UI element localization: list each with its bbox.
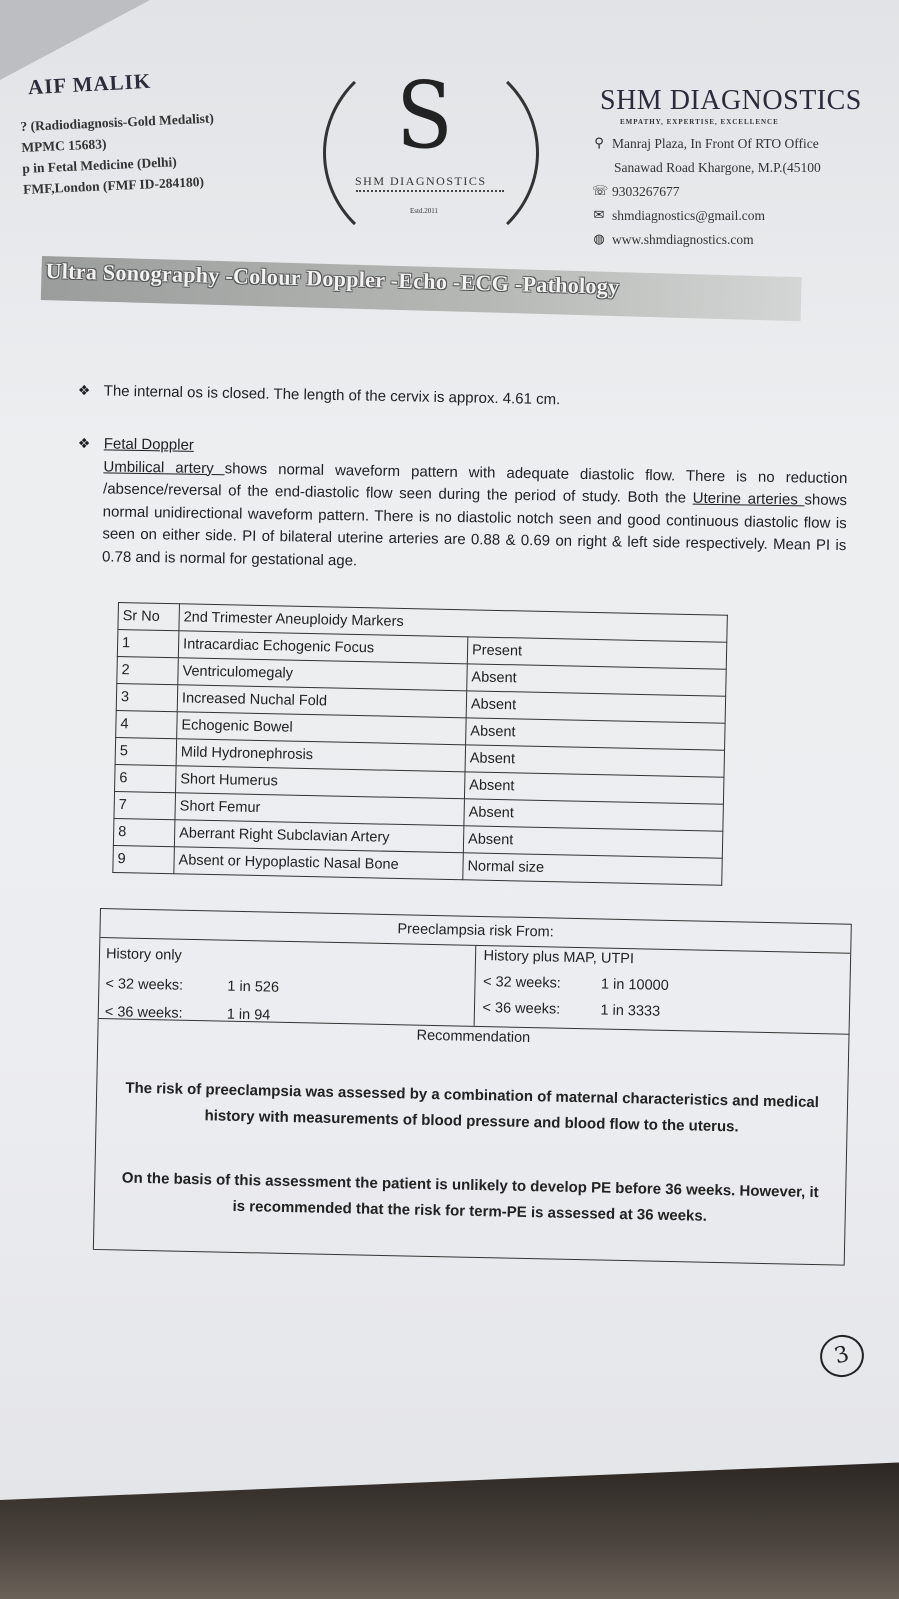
phone-number: 9303267677	[612, 184, 680, 199]
credential-line: p in Fetal Medicine (Delhi)	[21, 154, 177, 176]
marker-result: Normal size	[463, 853, 723, 885]
doppler-text-part-2: shows normal unidirectional waveform pattern. There is no diastolic notch seen and good continuous diastolic flow is seen on either side. PI of bilateral uterine arteries are 0.88 & 0.69 on right & left side respectively. Mean PI is 0.78 and is normal for gestational age.	[101, 491, 848, 569]
credential-line: ? (Radiodiagnosis-Gold Medalist)	[20, 110, 215, 134]
address-row	[592, 132, 821, 156]
row-number: 6	[115, 764, 177, 792]
logo-glyph: S	[396, 62, 453, 169]
marker-result: Absent	[463, 826, 723, 858]
marker-result: Absent	[467, 664, 727, 696]
row-number: 3	[116, 683, 178, 711]
website-row	[592, 228, 821, 252]
page-number: 3	[815, 1330, 868, 1382]
risk-value: 1 in 3333	[600, 1002, 661, 1020]
email-address: shmdiagnostics@gmail.com	[612, 208, 766, 223]
cervix-text: The internal os is closed. The length of the cervix is approx. 4.61 cm.	[103, 382, 561, 409]
marker-result: Absent	[466, 691, 726, 723]
marker-name: Echogenic Bowel	[177, 712, 467, 745]
recommendation-paragraph-2: On the basis of this assessment the patient is unlikely to develop PE before 36 weeks. However, it is recommended that the risk for term-PE is assessed at 36 weeks.	[121, 1169, 819, 1225]
header-sr-no: Sr No	[118, 603, 180, 631]
risk-value: 1 in 526	[227, 978, 280, 996]
marker-result: Absent	[464, 799, 724, 831]
brand-name: SHM DIAGNOSTICS	[600, 85, 862, 116]
risk-label: < 36 weeks:	[482, 1000, 561, 1018]
uterine-arteries-term: Uterine arteries	[692, 489, 805, 509]
address-line-2: Sanawad Road Khargone, M.P.(45100	[614, 160, 821, 175]
row-number: 7	[114, 791, 176, 819]
recommendation-label: Recommendation	[416, 1027, 531, 1047]
marker-result: Absent	[466, 718, 726, 750]
fetal-doppler-heading: Fetal Doppler	[103, 435, 194, 454]
row-number: 1	[117, 630, 179, 658]
risk-value: 1 in 10000	[600, 976, 669, 994]
risk-label: < 32 weeks:	[105, 976, 184, 994]
risk-row	[482, 1000, 660, 1020]
risk-title: Preeclampsia risk From:	[100, 909, 850, 954]
logo-name: SHM DIAGNOSTICS	[355, 174, 487, 188]
row-number: 5	[115, 737, 177, 765]
marker-name: Absent or Hypoplastic Nasal Bone	[174, 847, 464, 880]
address-line-1: Manraj Plaza, In Front Of RTO Office	[612, 136, 819, 151]
bullet-icon: ❖	[77, 382, 91, 399]
risk-label: < 32 weeks:	[482, 974, 561, 992]
marker-result: Absent	[464, 772, 724, 804]
header-markers: 2nd Trimester Aneuploidy Markers	[179, 604, 727, 642]
marker-name: Ventriculomegaly	[178, 658, 468, 691]
risk-row	[483, 974, 669, 994]
contact-block	[592, 132, 821, 252]
risk-grid	[99, 938, 851, 1035]
credential-line: MPMC 15683)	[21, 136, 107, 155]
brand-tagline: EMPATHY, EXPERTISE, EXCELLENCE	[620, 118, 779, 126]
services-banner-text: Ultra Sonography -Colour Doppler -Echo -ECG -Pathology	[45, 258, 620, 300]
logo-estd: Estd.2011	[410, 207, 438, 215]
logo-divider	[356, 190, 504, 192]
website-url: www.shmdiagnostics.com	[612, 232, 754, 247]
history-only-heading: History only	[105, 946, 182, 964]
marker-name: Intracardiac Echogenic Focus	[178, 631, 468, 664]
row-number: 2	[117, 656, 179, 684]
marker-result: Absent	[465, 745, 725, 777]
marker-name: Mild Hydronephrosis	[176, 739, 466, 772]
phone-icon: ☏	[592, 184, 609, 199]
fetal-doppler-section	[76, 432, 848, 580]
fetal-doppler-paragraph	[76, 455, 848, 580]
umbilical-artery-term: Umbilical artery	[103, 457, 225, 477]
row-number: 4	[116, 710, 178, 738]
location-pin-icon: ⚲	[594, 136, 604, 151]
phone-row	[592, 180, 821, 204]
credential-line: FMF,London (FMF ID-284180)	[22, 174, 205, 197]
aneuploidy-markers-table	[112, 602, 728, 886]
marker-name: Short Humerus	[176, 766, 466, 799]
doppler-text-part-1: shows normal waveform pattern with adequate diastolic flow. There is no reduction /absence/reversal of the end-diastolic flow seen during the period of study. Both the	[102, 459, 848, 507]
marker-name: Aberrant Right Subclavian Artery	[174, 820, 464, 853]
email-row	[592, 204, 821, 228]
risk-value: 1 in 94	[226, 1006, 271, 1024]
doctor-name: AIF MALIK	[27, 68, 152, 100]
history-plus-heading: History plus MAP, UTPI	[483, 948, 635, 968]
globe-icon: ◍	[593, 232, 605, 247]
history-only-column	[99, 938, 476, 1026]
row-number: 8	[113, 818, 175, 846]
marker-name: Short Femur	[175, 793, 465, 826]
address-row-2	[592, 156, 821, 180]
marker-name: Increased Nuchal Fold	[177, 685, 467, 718]
risk-row	[105, 976, 279, 996]
marker-result: Present	[467, 637, 727, 669]
preeclampsia-risk-table	[93, 908, 852, 1266]
recommendation-paragraph-1: The risk of preeclampsia was assessed by a combination of maternal characteristics and medical history with measurements of blood pressure and blood flow to the uterus.	[125, 1079, 820, 1136]
row-number: 9	[113, 845, 175, 873]
history-plus-column	[474, 946, 850, 1034]
mail-icon: ✉	[593, 208, 605, 223]
risk-row	[105, 1004, 271, 1023]
bullet-icon: ❖	[77, 434, 91, 452]
risk-label: < 36 weeks:	[104, 1004, 183, 1022]
doctor-credentials	[20, 108, 217, 200]
